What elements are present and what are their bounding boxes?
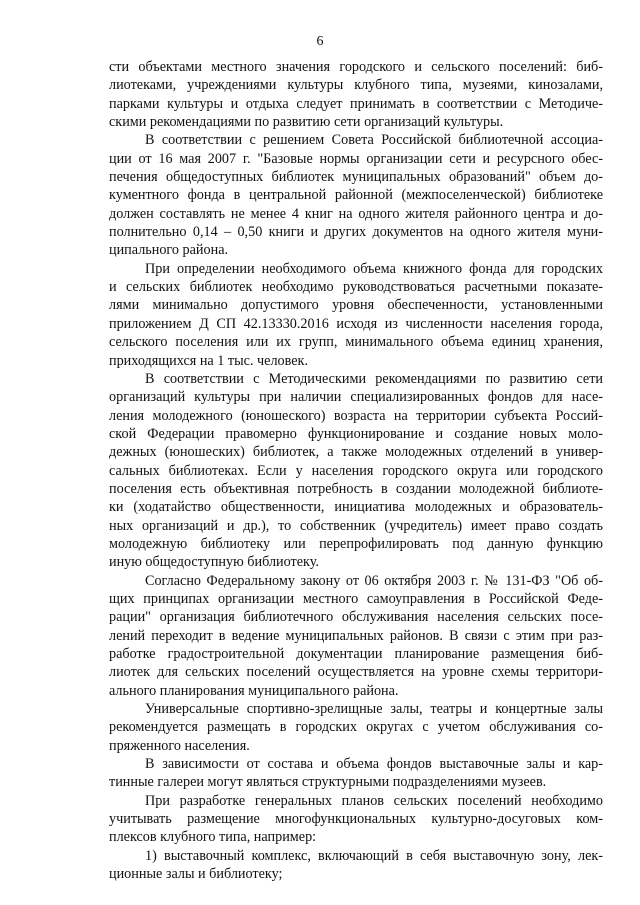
- text-line: печения общедоступных библиотек муниципальных образований" объем до-: [109, 169, 603, 186]
- paragraph: [109, 792, 603, 847]
- text-line: и сельских библиотек необходимо руководствоваться расчетными показате-: [109, 279, 603, 296]
- text-line: лиотеками, учреждениями культуры клубного типа, музеями, кинозалами,: [109, 77, 603, 94]
- text-line: лиотек для сельских поселений осуществляется на уровне схемы территори-: [109, 664, 603, 681]
- text-line: лями минимально допустимого уровня обеспеченности, установленными: [109, 297, 603, 314]
- text-line: При определении необходимого объема книжного фонда для городских: [145, 260, 603, 277]
- text-line: дежных (юношеских) библиотек, а также молодежных отделений в универ-: [109, 444, 603, 461]
- text-line: ки (ходатайство общественности, инициатива молодежных и образователь-: [109, 499, 603, 516]
- paragraph: [109, 260, 603, 370]
- text-line: сти объектами местного значения городского и сельского поселений: биб-: [109, 59, 603, 75]
- text-line: Согласно Федеральному закону от 06 октября 2003 г. № 131-ФЗ "Об об-: [145, 572, 603, 589]
- text-line: ления молодежного (юношеского) возраста на территории субъекта Россий-: [109, 407, 603, 424]
- text-line: ции от 16 мая 2007 г. "Базовые нормы организации сети и ресурсного обес-: [109, 150, 603, 167]
- text-line: кументного фонда в центральной районной (межпоселенческой) библиотеке: [109, 187, 603, 204]
- text-line: должен составлять не менее 4 книг на одного жителя районного центра и до-: [109, 205, 603, 222]
- text-line: щих принципах организации местного самоуправления в Российской Феде-: [109, 590, 603, 607]
- text-line: иную общедоступную библиотеку.: [109, 554, 319, 571]
- text-line: учитывать размещение многофункциональных культурно-досуговых ком-: [109, 811, 603, 828]
- text-line: пряженного населения.: [109, 737, 250, 754]
- text-line: рации" организация библиотечного обслуживания населения сельских посе-: [109, 609, 603, 626]
- text-line: полнительно 0,14 – 0,50 книги и других документов на одного жителя муни-: [109, 224, 603, 241]
- text-line: сальных библиотеках. Если у населения городского округа или городского: [109, 462, 603, 479]
- text-line: работке градостроительной документации планирование размещения биб-: [109, 646, 603, 662]
- paragraph: [109, 572, 603, 700]
- text-line: Универсальные спортивно-зрелищные залы, театры и концертные залы: [145, 701, 603, 718]
- text-line: поселения есть объективная потребность в создании молодежной библиоте-: [109, 480, 603, 497]
- text-line: В зависимости от состава и объема фондов выставочные залы и кар-: [145, 756, 603, 773]
- list-item: [109, 847, 603, 884]
- text-line: парками культуры и отдыха следует принимать в соответствии с Методиче-: [109, 95, 603, 112]
- text-line: ционные залы и библиотеку;: [109, 866, 283, 883]
- text-line: 1) выставочный комплекс, включающий в себя выставочную зону, лек-: [145, 847, 603, 864]
- text-line: ципального района.: [109, 242, 229, 259]
- document-body: [109, 58, 603, 883]
- text-line: приложением Д СП 42.13330.2016 исходя из численности населения города,: [109, 315, 603, 332]
- text-line: скими рекомендациями по развитию сети организаций культуры.: [109, 114, 504, 131]
- text-line: В соответствии с Методическими рекомендациями по развитию сети: [145, 370, 603, 387]
- text-line: лений переходит в ведение муниципальных районов. В связи с этим при раз-: [109, 627, 603, 644]
- text-line: тинные галереи могут являться структурными подразделениями музеев.: [109, 774, 547, 791]
- text-line: ных организаций и др.), то собственник (учредитель) имеет право создать: [109, 517, 603, 534]
- text-line: В соответствии с решением Совета Российской библиотечной ассоциа-: [145, 132, 603, 149]
- text-line: организаций культуры при наличии специализированных фондов для насе-: [109, 389, 603, 406]
- paragraph: [109, 755, 603, 792]
- text-line: рекомендуется размещать в городских округах с учетом обслуживания со-: [109, 719, 603, 736]
- text-line: ской Федерации правомерно функционирование и создание новых моло-: [109, 425, 603, 442]
- paragraph: [109, 131, 603, 259]
- text-line: приходящихся на 1 тыс. человек.: [109, 352, 308, 369]
- text-line: сельского поселения или их групп, минимального объема единиц хранения,: [109, 334, 603, 351]
- page-number: 6: [316, 34, 324, 49]
- text-line: При разработке генеральных планов сельских поселений необходимо: [145, 792, 603, 809]
- paragraph: [109, 370, 603, 572]
- text-line: молодежную библиотеку или перепрофилировать под данную функцию: [109, 535, 603, 552]
- paragraph: [109, 58, 603, 131]
- paragraph: [109, 700, 603, 755]
- text-line: ального планирования муниципального района.: [109, 682, 399, 699]
- text-line: плексов клубного типа, например:: [109, 829, 317, 846]
